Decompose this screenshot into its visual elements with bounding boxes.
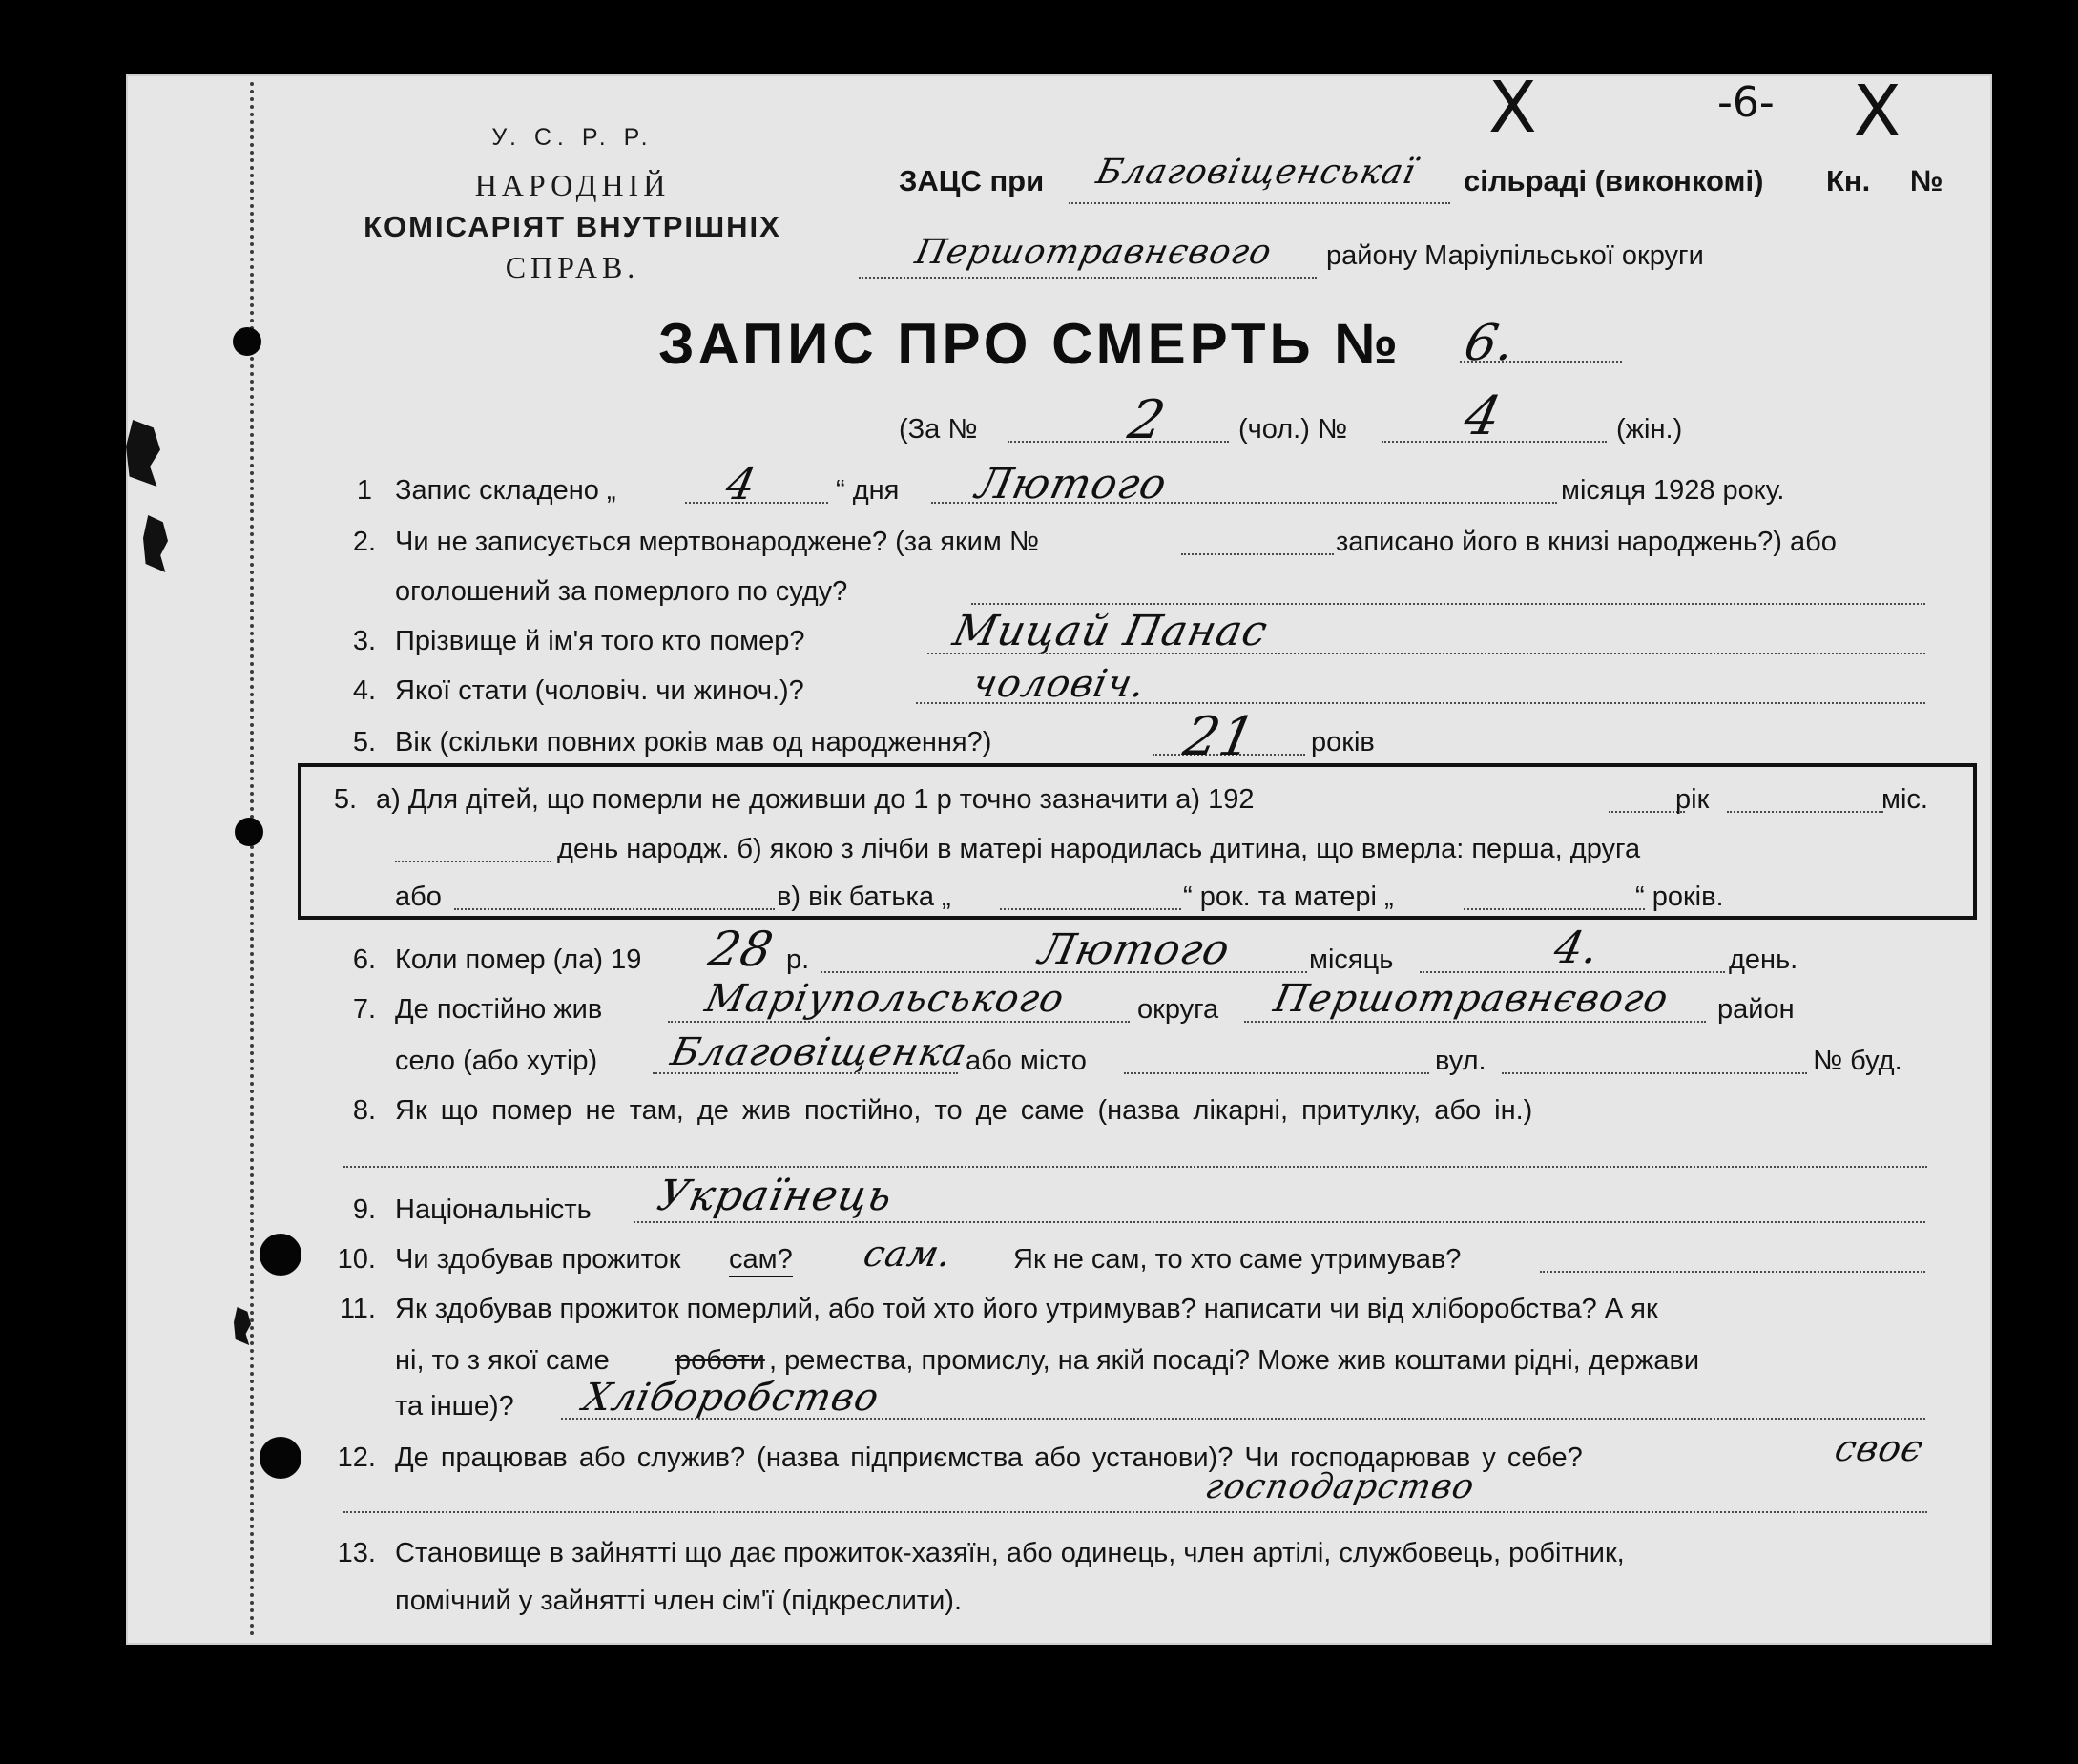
punch-hole [233,327,261,356]
item-5-number: 5. [352,727,376,757]
zags-prefix: ЗАЦС при [899,164,1045,197]
item-7-district-handwritten: Першотравнєвого [1270,977,1673,1021]
item-7-region-label: округа [1137,994,1219,1025]
item-11-line2c: , ремества, промислу, на якій посаді? Може жив коштами рідні, держави [769,1345,1700,1376]
item-7-village-handwritten: Благовіщенка [667,1030,971,1074]
item-6-month-label: місяць [1309,944,1394,975]
item-3-text: Прізвище й ім'я того кто помер? [395,626,805,656]
item-7-text: Де постійно жив [395,994,603,1025]
district-suffix: району Маріупільської округи [1326,240,1704,271]
item-10-self-handwritten: сам. [860,1233,957,1275]
header-narodnii: НАРОДНІЙ [474,168,671,202]
item-11-line2b: роботи [675,1345,765,1376]
item-5a-year-label: рік [1675,784,1710,815]
item-5a-month-line [1727,811,1883,813]
item-11-line1: Як здобував прожиток померлий, або той хто його утримував? написати чи від хліборобства? А як [395,1294,1658,1324]
item-12-answer-line [343,1511,1927,1513]
item-12-household-handwritten: господарство [1201,1467,1479,1506]
header-sprav: СПРАВ. [505,250,640,284]
item-5a-line3a: або [395,882,442,912]
item-4-text: Якої стати (чоловіч. чи жиноч.)? [395,675,804,706]
corner-x-mark: X [1488,67,1537,149]
item-5-years: років [1311,727,1375,757]
item-7-district-line [1244,1021,1706,1023]
item-7-city-label: або місто [966,1046,1087,1076]
item-5a-month-label: міс. [1881,784,1928,815]
item-4-answer-line [916,702,1925,704]
item-12-text: Де працював або служив? (назва підприємства або установи)? Чи господарював у себе? [395,1442,1583,1473]
item-10-text: Чи здобував прожиток [395,1244,681,1275]
item-9-text: Національність [395,1194,592,1225]
count-open: (За № [899,414,978,445]
item-7-street-label: вул. [1435,1046,1486,1076]
item-13-line1: Становище в зайнятті що дає прожиток-хазяїн, або одинець, член артілі, службовець, робітник, [395,1538,1625,1568]
sheet-number: -6- [1717,78,1775,127]
perforation-line [250,82,254,1637]
page-title: ЗАПИС ПРО СМЕРТЬ № [658,312,1403,376]
item-5-age-handwritten: 21 [1178,706,1262,768]
item-5a-father-line [1000,908,1181,910]
item-5a-line3b: в) вік батька „ [777,882,951,912]
item-5a-line3c: “ рок. та матері „ [1183,882,1394,912]
male-count-label: (чол.) № [1238,414,1348,445]
item-11-answer-line [561,1418,1925,1420]
item-10-self-underlined: сам? [729,1244,793,1277]
item-2-number-line [1181,553,1334,555]
item-7-village-label: село (або хутір) [395,1046,598,1076]
item-11-line2a: ні, то з якої саме [395,1345,610,1376]
item-1-day-line [685,502,828,504]
item-13-line2: помічний у зайнятті член сім'ї (підкреслити). [395,1586,963,1616]
book-no-label: № [1910,164,1943,197]
item-6-text: Коли помер (ла) 19 [395,944,642,975]
record-number-line [1460,361,1622,363]
female-count-handwritten: 4 [1459,385,1507,447]
item-3-number: 3. [352,626,376,656]
item-10-text-cont: Як не сам, то хто саме утримував? [1013,1244,1462,1275]
record-number-handwritten: 6. [1459,315,1522,372]
item-5a-number: 5. [333,784,357,815]
item-1-year: місяця 1928 року. [1561,475,1785,506]
item-11-number: 11. [339,1294,376,1324]
item-1-number: 1 [356,475,372,506]
female-count-label: (жін.) [1616,414,1683,445]
item-1-text: Запис складено „ [395,475,616,506]
item-1-day-handwritten: 4 [721,458,762,509]
item-9-answer-line [634,1221,1925,1223]
male-count-line [1008,441,1229,443]
item-7-city-line [1124,1072,1429,1074]
item-5a-line2: день народж. б) якою з лічби в матері народилась дитина, що вмерла: перша, друга [557,834,1641,864]
item-5a-line1: а) Для дітей, що померли не доживши до 1 р точно зазначити а) 192 [376,784,1255,815]
item-3-name-handwritten: Мицай Панас [948,607,1273,655]
item-2-answer-line [971,603,1925,605]
item-8-answer-line [343,1166,1927,1168]
zags-village-handwritten: Благовіщенськаї [1092,153,1420,192]
item-7-street-line [1502,1072,1807,1074]
item-8-number: 8. [352,1095,376,1126]
item-6-day-label: день. [1729,944,1798,975]
item-5-text: Вік (скільки повних років мав од народження?) [395,727,992,757]
item-12-number: 12. [337,1442,376,1473]
item-1-day-label: “ дня [836,475,900,506]
item-7-house-label: № буд. [1813,1046,1902,1076]
item-6-year-suffix: р. [786,944,810,975]
item-6-year-handwritten: 28 [703,922,779,977]
item-2-text: Чи не записується мертвонароджене? (за яким № [395,527,1039,557]
punch-hole [260,1437,301,1479]
item-5a-day-line [395,861,551,862]
male-count-handwritten: 2 [1123,389,1172,451]
item-3-answer-line [927,653,1925,654]
item-12-own-handwritten: своє [1831,1427,1928,1469]
item-6-day-handwritten: 4. [1549,922,1605,973]
item-10-number: 10. [337,1244,376,1275]
item-4-number: 4. [352,675,376,706]
item-8-text: Як що помер не там, де жив постійно, то де саме (назва лікарні, притулку, або ін.) [395,1095,1533,1126]
item-6-number: 6. [352,944,376,975]
punch-hole [235,818,263,846]
corner-x-mark: X [1853,71,1901,153]
item-2-text-line2: оголошений за померлого по суду? [395,576,848,607]
item-2-text-cont: записано його в книзі народжень?) або [1336,527,1837,557]
item-13-number: 13. [337,1538,376,1568]
district-handwritten: Першотравнєвого [911,233,1276,272]
item-9-number: 9. [352,1194,376,1225]
book-label: Кн. [1826,164,1871,197]
district-line [859,277,1317,279]
zags-village-line [1069,202,1450,204]
item-6-month-handwritten: Лютого [1034,925,1235,974]
zags-suffix: сільраді (виконкомі) [1464,164,1764,197]
item-11-line3: та інше)? [395,1391,514,1422]
item-7-region-handwritten: Маріупольського [701,977,1069,1021]
item-10-answer-line [1540,1271,1925,1273]
item-5a-order-line [454,908,775,910]
item-5a-year-line [1609,811,1685,813]
header-commissariat: КОМІСАРІЯТ ВНУТРІШНІХ [364,210,781,243]
item-5a-line3d: “ років. [1635,882,1724,912]
item-7-district-label: район [1717,994,1795,1025]
item-4-gender-handwritten: чоловіч. [968,662,1151,706]
item-7-number: 7. [352,994,376,1025]
item-9-nationality-handwritten: Українець [653,1172,898,1220]
item-11-occupation-handwritten: Хліборобство [579,1376,883,1420]
item-2-number: 2. [352,527,376,557]
item-7-region-line [668,1021,1130,1023]
item-5a-mother-line [1464,908,1645,910]
header-ussr: У. С. Р. Р. [491,124,654,151]
punch-hole [260,1234,301,1276]
item-1-month-handwritten: Лютого [971,460,1172,508]
